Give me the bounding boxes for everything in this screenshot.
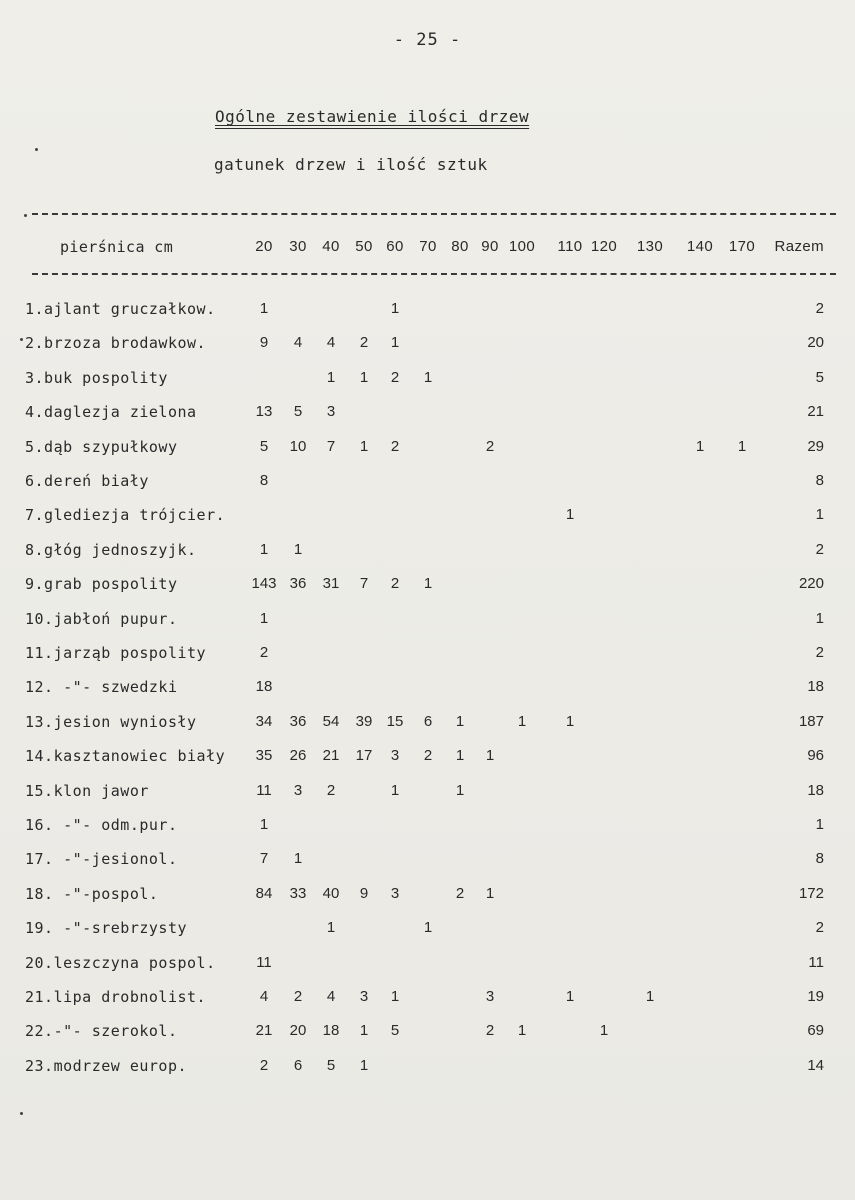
row-total: 2 [815,540,824,558]
document-title: Ogólne zestawienie ilości drzew [215,107,530,126]
count-cell-50: 1 [359,1022,369,1040]
count-cell-60: 2 [390,437,400,455]
row-total: 2 [815,300,824,317]
species-name: 6.dereń biały [25,472,149,490]
count-cell-40: 4 [326,334,336,352]
row-total: 20 [807,334,824,352]
count-cell-20: 2 [259,1056,269,1074]
table-row [0,678,855,702]
species-name: 1.ajlant gruczałkow. [25,300,216,318]
count-cell-40: 2 [326,781,336,799]
count-cell-40: 3 [326,403,336,421]
table-row [0,1022,855,1046]
count-cell-50: 1 [359,1056,369,1074]
header-label: pierśnica cm [60,238,174,256]
row-total: 18 [807,678,824,696]
species-name: 22.-"- szerokol. [25,1022,178,1041]
row-total: 96 [807,747,824,765]
count-cell-20: 34 [255,712,273,730]
count-cell-20: 11 [256,953,272,971]
count-cell-70: 1 [423,575,433,593]
count-cell-20: 1 [259,816,269,833]
count-cell-20: 9 [259,334,269,352]
header-col-80: 80 [451,238,469,255]
row-total: 2 [815,644,824,661]
count-cell-60: 1 [390,988,400,1005]
count-cell-30: 5 [293,403,303,421]
row-total: 5 [815,368,824,386]
table-row [0,713,855,737]
row-total: 14 [807,1056,824,1074]
count-cell-20: 2 [259,644,269,661]
count-cell-90: 1 [485,747,495,765]
species-name: 10.jabłoń pupur. [25,609,178,628]
count-cell-40: 21 [322,747,340,765]
page-number: - 25 - [393,30,462,50]
count-cell-50: 2 [359,334,369,352]
row-total: 1 [815,816,824,833]
species-name: 23.modrzew europ. [25,1056,188,1075]
count-cell-100: 1 [517,712,527,730]
table-row [0,644,855,668]
count-cell-60: 2 [390,368,400,386]
species-name: 8.głóg jednoszyjk. [25,540,197,559]
species-name: 16. -"- odm.pur. [25,816,178,834]
header-col-170: 170 [728,238,756,255]
row-total: 187 [798,712,824,730]
table-row [0,300,855,324]
count-cell-20: 7 [259,850,269,868]
count-cell-30: 1 [293,850,303,868]
count-cell-140: 1 [695,437,705,455]
count-cell-60: 3 [390,884,400,902]
count-cell-50: 1 [359,437,369,455]
table-row [0,850,855,874]
species-name: 7.glediezja trójcier. [25,506,226,525]
count-cell-100: 1 [517,1022,527,1040]
table-row [0,472,855,496]
row-total: 8 [815,472,824,489]
table-row [0,610,855,634]
count-cell-40: 1 [326,919,336,937]
count-cell-70: 6 [423,712,433,730]
row-total: 11 [808,953,824,971]
count-cell-20: 13 [255,403,273,421]
count-cell-40: 5 [326,1056,336,1074]
count-cell-90: 2 [485,437,495,455]
species-name: 11.jarząb pospolity [25,644,207,662]
header-col-100: 100 [508,238,536,255]
table-row [0,885,855,909]
header-col-110: 110 [557,238,583,255]
count-cell-60: 5 [390,1022,400,1040]
species-name: 18. -"-pospol. [25,884,159,903]
count-cell-40: 54 [322,712,340,730]
species-name: 5.dąb szypułkowy [25,437,178,456]
count-cell-80: 2 [455,884,465,902]
count-cell-90: 1 [485,884,495,902]
table-row [0,369,855,393]
count-cell-20: 1 [259,300,269,317]
count-cell-20: 1 [259,540,269,558]
count-cell-20: 84 [255,884,273,902]
table-row [0,1057,855,1081]
count-cell-90: 3 [485,988,495,1005]
count-cell-50: 17 [355,747,373,765]
species-name: 3.buk pospolity [25,368,168,387]
count-cell-30: 10 [289,437,307,455]
species-name: 13.jesion wyniosły [25,712,197,731]
header-bottom-rule [32,273,836,275]
row-total: 18 [807,781,824,799]
species-name: 14.kasztanowiec biały [25,747,226,766]
count-cell-40: 31 [322,575,340,593]
count-cell-20: 4 [259,988,269,1005]
count-cell-60: 1 [390,781,400,799]
count-cell-90: 2 [485,1022,495,1040]
header-col-40: 40 [322,238,340,255]
count-cell-20: 18 [255,678,273,696]
count-cell-130: 1 [645,988,655,1005]
count-cell-20: 5 [259,437,269,455]
count-cell-110: 1 [565,988,575,1005]
table-row [0,438,855,462]
table-row [0,403,855,427]
paper-speck [20,338,23,341]
row-total: 19 [807,988,824,1005]
row-total: 1 [815,506,824,524]
header-col-90: 90 [481,238,499,255]
count-cell-70: 1 [423,368,433,386]
count-cell-60: 1 [390,334,400,352]
count-cell-110: 1 [565,712,575,730]
count-cell-30: 20 [289,1022,307,1040]
species-name: 4.daglezja zielona [25,403,197,422]
count-cell-30: 1 [293,540,303,558]
count-cell-20: 1 [259,609,269,627]
count-cell-40: 7 [326,437,336,455]
document-subtitle: gatunek drzew i ilość sztuk [214,155,488,174]
species-name: 15.klon jawor [25,781,149,800]
header-total: Razem [774,238,824,255]
count-cell-60: 3 [390,747,400,765]
count-cell-30: 33 [289,884,307,902]
species-name: 12. -"- szwedzki [25,678,178,697]
count-cell-80: 1 [455,712,465,730]
count-cell-40: 1 [326,368,336,386]
header-col-60: 60 [386,238,404,255]
count-cell-40: 4 [326,988,336,1005]
paper-speck [35,148,38,151]
count-cell-20: 35 [255,747,273,765]
paper-speck [24,214,27,217]
header-top-rule [32,213,836,215]
header-col-50: 50 [355,238,373,255]
table-row [0,954,855,978]
count-cell-60: 2 [390,575,400,593]
count-cell-20: 8 [259,472,269,489]
header-col-130: 130 [636,238,664,255]
count-cell-60: 1 [390,300,400,317]
table-row [0,575,855,599]
count-cell-70: 1 [423,919,433,937]
header-col-120: 120 [590,238,618,255]
count-cell-50: 3 [359,988,369,1005]
count-cell-60: 15 [386,712,404,730]
header-col-30: 30 [289,238,307,255]
table-row [0,541,855,565]
row-total: 29 [807,437,824,455]
count-cell-80: 1 [455,781,465,799]
count-cell-30: 26 [289,747,307,765]
row-total: 8 [815,850,824,868]
species-name: 9.grab pospolity [25,575,178,594]
count-cell-40: 40 [322,884,340,902]
table-row [0,988,855,1012]
count-cell-30: 3 [293,781,303,799]
table-row [0,747,855,771]
row-total: 2 [815,919,824,937]
count-cell-170: 1 [737,437,747,455]
header-col-20: 20 [255,238,273,255]
count-cell-20: 143 [251,575,277,593]
count-cell-50: 39 [355,712,373,730]
count-cell-50: 9 [359,884,369,902]
row-total: 21 [807,403,824,421]
row-total: 69 [807,1022,824,1040]
paper-speck [20,1112,23,1115]
count-cell-30: 36 [289,575,307,593]
count-cell-50: 7 [359,575,369,593]
count-cell-30: 4 [293,334,303,352]
count-cell-50: 1 [359,368,369,386]
table-row [0,919,855,943]
species-name: 17. -"-jesionol. [25,850,178,869]
row-total: 1 [815,609,824,627]
table-row [0,782,855,806]
species-name: 20.leszczyna pospol. [25,953,216,972]
count-cell-80: 1 [455,747,465,765]
species-name: 2.brzoza brodawkow. [25,334,207,353]
count-cell-30: 6 [293,1056,303,1074]
table-row [0,506,855,530]
table-row [0,334,855,358]
header-col-70: 70 [419,238,437,255]
header-col-140: 140 [686,238,714,255]
count-cell-70: 2 [423,747,433,765]
count-cell-110: 1 [565,506,575,524]
count-cell-20: 11 [256,781,272,799]
count-cell-30: 2 [293,988,303,1005]
row-total: 220 [798,575,824,593]
count-cell-20: 21 [255,1022,273,1040]
count-cell-40: 18 [322,1022,340,1040]
count-cell-30: 36 [289,712,307,730]
species-name: 19. -"-srebrzysty [25,919,188,938]
table-row [0,816,855,840]
count-cell-120: 1 [599,1022,609,1040]
row-total: 172 [798,884,824,902]
species-name: 21.lipa drobnolist. [25,988,207,1006]
